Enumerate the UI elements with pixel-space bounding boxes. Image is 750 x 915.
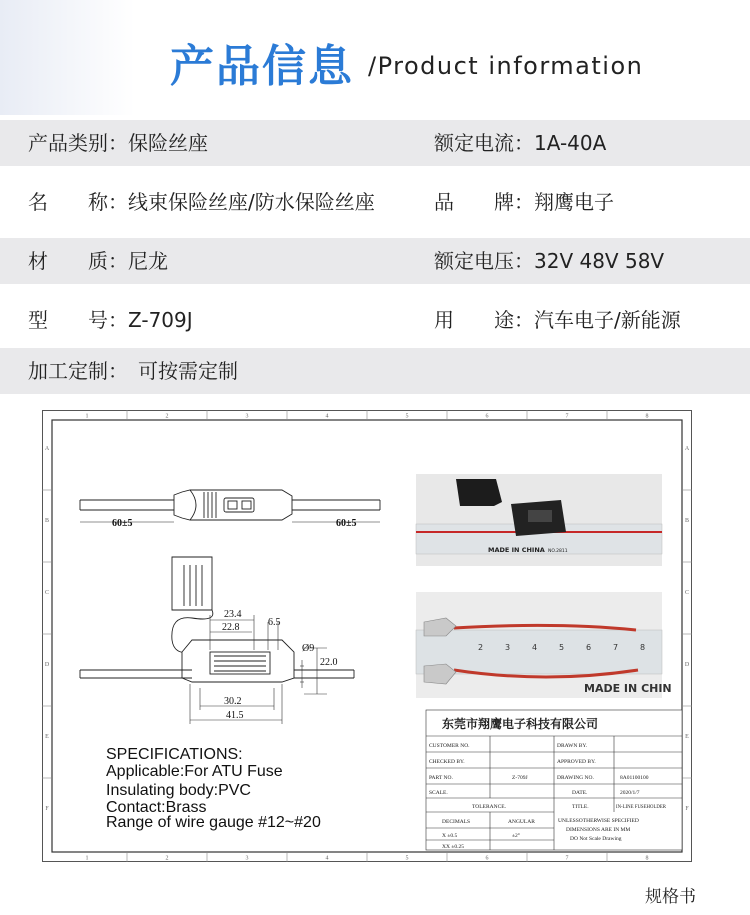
row-letter: E (685, 734, 689, 740)
footer-label: 规格书 (645, 887, 696, 907)
tb-part-no: PART NO. (429, 775, 453, 781)
row-letter: F (685, 806, 689, 812)
spec-insulating-body: Insulating body:PVC (106, 782, 251, 799)
info-current: 额定电流：1A-40A (434, 131, 607, 155)
tb-date: DATE. (572, 790, 588, 796)
info-name: 名 称：线束保险丝座/防水保险丝座 (28, 190, 375, 214)
row-letter: E (45, 734, 49, 740)
tb-angular: ANGULAR (508, 819, 535, 825)
photo-label-made-in-chin: MADE IN CHIN (584, 682, 672, 695)
dim-dia-9: Ø9 (302, 643, 315, 654)
ruler-number: 4 (532, 643, 538, 652)
tb-scale: SCALE. (429, 790, 448, 796)
col-number: 7 (565, 413, 569, 420)
col-number: 3 (245, 855, 249, 862)
tb-tolerance: TOLERANCE. (472, 804, 506, 810)
col-number: 8 (645, 413, 649, 420)
col-number: 2 (165, 413, 169, 420)
ruler-number: 5 (559, 643, 565, 652)
row-letter: C (44, 590, 50, 596)
info-category: 产品类别：保险丝座 (28, 131, 208, 155)
info-usage: 用 途：汽车电子/新能源 (434, 308, 681, 332)
dim-41-5: 41.5 (226, 710, 244, 721)
spec-contact: Contact:Brass (106, 799, 207, 816)
row-letter: B (44, 518, 50, 524)
spec-heading: SPECIFICATIONS: (106, 746, 243, 763)
tb-drawing-no: DRAWING NO. (557, 775, 594, 781)
tb-note-3: DO Not Scale Drawing (570, 836, 622, 842)
dim-wire-right: 60±5 (336, 518, 357, 529)
tb-drawing-no-value: 8A01100100 (620, 775, 649, 781)
dim-23-4: 23.4 (224, 609, 242, 620)
info-row-name (0, 179, 750, 225)
row-letter: A (684, 446, 690, 452)
col-number: 4 (325, 855, 329, 862)
company-name: 东莞市翔鹰电子科技有限公司 (442, 717, 599, 731)
dim-wire-left: 60±5 (112, 518, 133, 529)
page-subtitle: /Product information (368, 52, 644, 80)
tb-xx-tolerance: XX ±0.25 (442, 844, 464, 850)
tb-x-tolerance: X ±0.5 (442, 833, 458, 839)
header-band (0, 0, 750, 115)
tb-title: TITLE. (572, 804, 589, 810)
tb-note-2: DIMENSIONS ARE IN MM (566, 827, 631, 833)
tb-drawn-by: DRAWN BY. (557, 743, 588, 749)
col-number: 7 (565, 855, 569, 862)
col-number: 5 (405, 855, 409, 862)
ruler-number: 3 (505, 643, 511, 652)
tb-approved-by: APPROVED BY. (557, 759, 596, 765)
info-row-material (0, 238, 750, 284)
col-number: 3 (245, 413, 249, 420)
col-number: 2 (165, 855, 169, 862)
col-number: 1 (85, 413, 89, 420)
info-material: 材 质：尼龙 (28, 249, 168, 273)
photo-label-made-in-china: MADE IN CHINA (488, 546, 545, 554)
col-number: 8 (645, 855, 649, 862)
col-number: 6 (485, 855, 489, 862)
dim-22-8: 22.8 (222, 622, 240, 633)
photo-label-number: NO.2811 (548, 549, 568, 554)
row-letter: B (684, 518, 690, 524)
product-photo-bottom (416, 592, 672, 698)
product-photo-top (416, 474, 662, 566)
tb-note-1: UNLESSOTHERWISE SPECIFIED (558, 818, 639, 824)
ruler-number: 8 (640, 643, 646, 652)
tb-decimals: DECIMALS (442, 819, 471, 825)
row-letter: F (45, 806, 49, 812)
ruler-number: 2 (478, 643, 484, 652)
tb-part-no-value: Z-709J (512, 775, 528, 781)
dim-6-5: 6.5 (268, 617, 281, 628)
row-letter: D (44, 662, 50, 668)
info-model: 型 号：Z-709J (28, 308, 193, 332)
tb-date-value: 2020/1/7 (620, 790, 640, 796)
tb-checked-by: CHECKED BY. (429, 759, 465, 765)
tb-title-value: IN-LINE FUSEHOLDER (616, 805, 666, 810)
info-voltage: 额定电压：32V 48V 58V (434, 249, 665, 273)
tb-customer-no: CUSTOMER NO. (429, 743, 470, 749)
page-title: 产品信息 (170, 41, 354, 92)
spec-wire-gauge: Range of wire gauge #12~#20 (106, 814, 321, 831)
tb-angular-tolerance: ±2° (512, 833, 520, 839)
row-letter: A (44, 446, 50, 452)
row-letter: D (684, 662, 690, 668)
col-number: 5 (405, 413, 409, 420)
ruler-number: 6 (586, 643, 592, 652)
info-row-model (0, 297, 750, 343)
col-number: 6 (485, 413, 489, 420)
spec-applicable: Applicable:For ATU Fuse (106, 763, 283, 780)
col-number: 4 (325, 413, 329, 420)
info-brand: 品 牌：翔鹰电子 (434, 190, 614, 214)
info-row-custom (0, 348, 750, 394)
row-letter: C (684, 590, 690, 596)
dim-22-0: 22.0 (320, 657, 338, 668)
ruler-number: 7 (613, 643, 619, 652)
info-row-category (0, 120, 750, 166)
info-custom: 加工定制： 可按需定制 (28, 359, 238, 383)
col-number: 1 (85, 855, 89, 862)
dim-30-2: 30.2 (224, 696, 242, 707)
